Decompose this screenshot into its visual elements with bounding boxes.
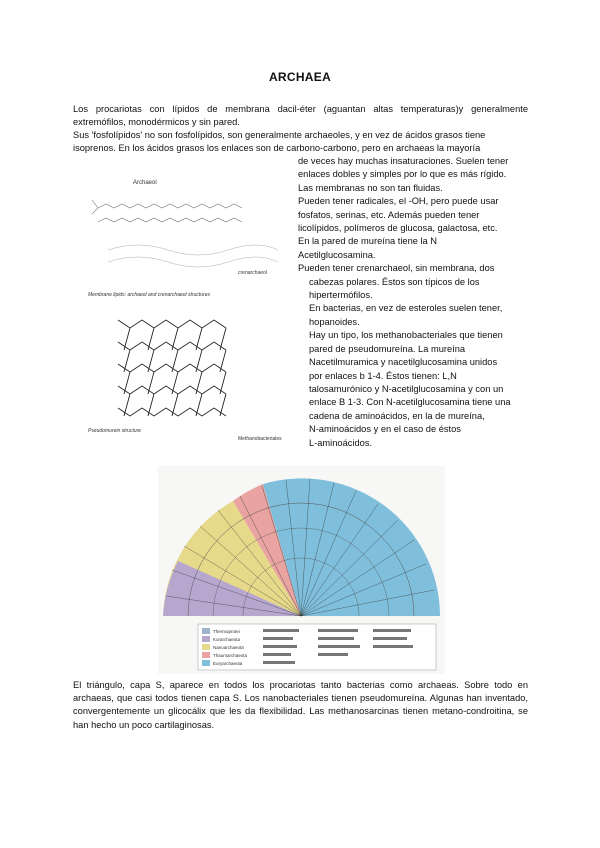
figure1-caption-bottom: Pseudomurein structure (88, 428, 142, 434)
methanobacteriales-label: Methanobacteriales (238, 436, 282, 442)
column-line: de veces hay muchas insaturaciones. Suelen tener (298, 156, 509, 166)
column-line: enlaces dobles y simples por lo que es más rígido. (298, 169, 507, 180)
legend-thermoprotei: Thermoprotei (213, 629, 240, 634)
lipid-structure-figure (88, 170, 293, 442)
archaeol-label: Archaeol (133, 180, 157, 186)
column-line-indented: por enlaces b 1-4. Éstos tienen: L,N (309, 370, 457, 381)
column-line-indented: En bacterias, en vez de esteroles suelen tener, (309, 303, 503, 314)
text-column (298, 155, 528, 450)
legend-euryarchaeota: Euryarchaeota (213, 661, 243, 666)
legend-nanoarchaeota: Nanoarchaeota (213, 645, 244, 650)
paragraph-line-2: isoprenos. En los ácidos grasos los enlaces son de carbono-carbono, pero en archaeas la mayoría (73, 143, 481, 153)
column-line-indented: Nacetilmuramica y nacetilglucosamina unidos (309, 357, 498, 368)
column-line: Pueden tener radicales, el -OH, pero puede usar (298, 196, 499, 207)
column-line-indented: enlace B 1-3. Con N-acetilglucosamina tiene una (309, 397, 511, 408)
column-line: licolípidos, polímeros de glucosa, galactosa, etc. (298, 223, 498, 234)
paragraph-line-1: Sus 'fosfolípidos' no son fosfolípidos, son generalmente archaeoles, y en vez de ácidos grasos tiene (73, 130, 486, 140)
column-line: Pueden tener crenarchaeol, sin membrana, dos (298, 263, 495, 274)
column-line: Las membranas no son tan fluidas. (298, 182, 443, 193)
legend-thaumarchaeota: Thaumarchaeota (213, 653, 248, 658)
column-line-indented: N-aminoácidos y en el caso de éstos (309, 424, 461, 435)
column-line-indented: hopanoides. (309, 316, 360, 327)
column-line: En la pared de mureína tiene la N (298, 236, 438, 247)
column-line: Acetilglucosamina. (298, 249, 376, 260)
column-line: fosfatos, serinas, etc. Además pueden tener (298, 209, 480, 220)
column-line-indented: L-aminoácidos. (309, 437, 373, 448)
column-line-indented: cadena de aminoácidos, en la de mureína, (309, 410, 485, 421)
crenarchaeol-label: crenarchaeol (238, 270, 267, 276)
page-title: ARCHAEA (268, 70, 332, 84)
column-line-indented: hipertermófilos. (309, 290, 373, 301)
column-line-indented: cabezas polares. Éstos son típicos de los (309, 276, 480, 287)
legend-korarchaeota: Korarchaeota (213, 637, 241, 642)
column-line-indented: Hay un tipo, los methanobacteriales que tienen (309, 330, 503, 341)
column-line-indented: pared de pseudomureína. La mureína (309, 343, 466, 354)
figure1-caption-top: Membrane lipids: archaeol and crenarchaeol structures (88, 292, 211, 298)
phylogenetic-tree-figure (158, 466, 445, 674)
intro-paragraph: Los procariotas con lípidos de membrana dacil-éter (aguantan altas temperaturas)y generalmente extremófilos, monodérmicos y sin pared. (73, 104, 528, 128)
closing-paragraph: El triángulo, capa S, aparece en todos los procariotas tanto bacterias como archaeas. Sobre todo en archaeas, que casi todos tienen capa S. Los nanobacteriales tienen pseudomureína. Algunas han inventado, convergentemente un glicocálix que les da flexibilidad. Las methanosarcinas tienen metano-condroitina, se han hecho un poco cartilaginosas. (73, 680, 528, 730)
column-line-indented: talosamurónico y N-acetilglucosamina y con un (309, 383, 504, 394)
